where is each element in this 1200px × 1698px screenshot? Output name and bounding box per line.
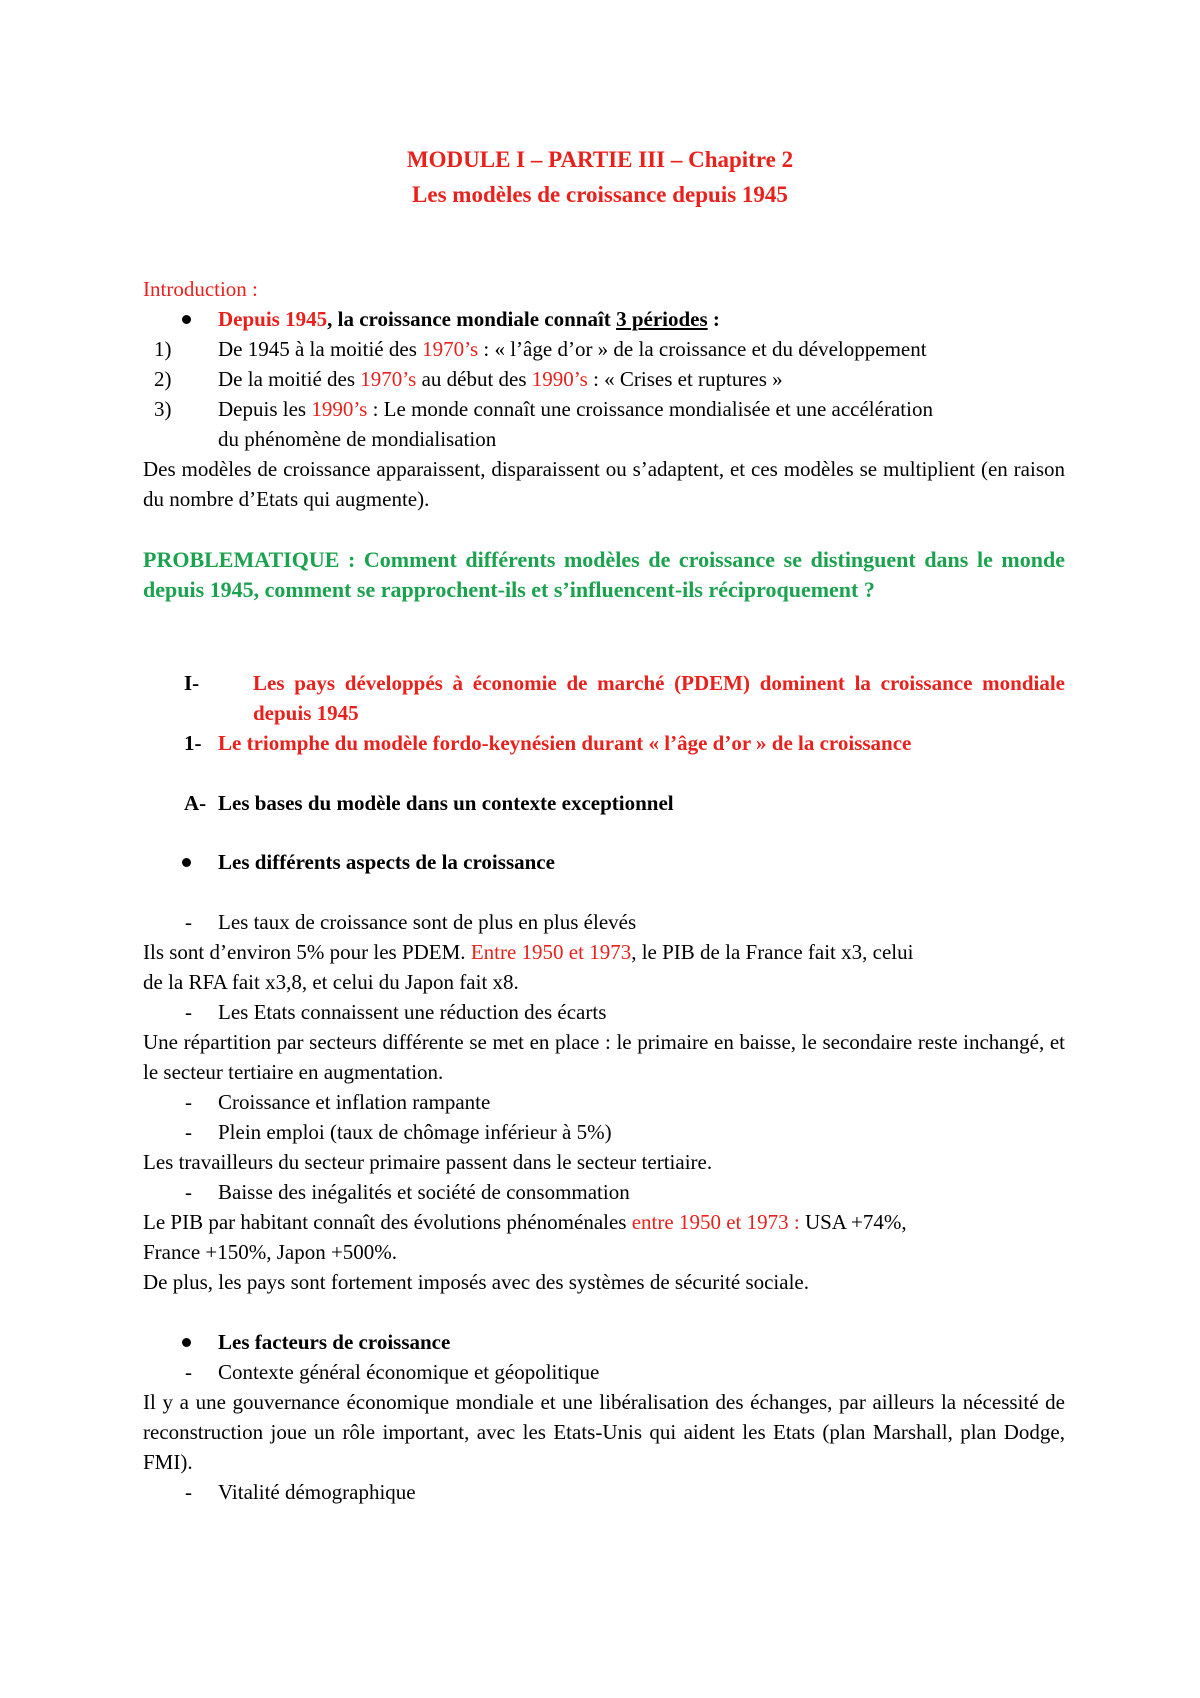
aspect-3: Croissance et inflation rampante bbox=[218, 1090, 491, 1114]
period-2: De la moitié des 1970’s au début des 1990’s : « Crises et ruptures » bbox=[218, 367, 783, 391]
aspects-heading: Les différents aspects de la croissance bbox=[218, 850, 555, 874]
factor-1: Contexte général économique et géopolitique bbox=[218, 1360, 600, 1384]
title-line-2: Les modèles de croissance depuis 1945 bbox=[412, 182, 788, 207]
factor-2: Vitalité démographique bbox=[218, 1480, 416, 1504]
dash-marker: - bbox=[185, 1480, 192, 1504]
intro-paragraph: Des modèles de croissance apparaissent, disparaissent ou s’adaptent, et ces modèles se multiplient (en raison du nombre d’Etats qui augmente). bbox=[143, 457, 1065, 511]
dash-marker: - bbox=[185, 1120, 192, 1144]
dash-marker: - bbox=[185, 1360, 192, 1384]
bullet-icon bbox=[182, 315, 191, 324]
paragraph-1: Ils sont d’environ 5% pour les PDEM. Entre 1950 et 1973, le PIB de la France fait x3, celui bbox=[143, 940, 914, 964]
list-number: 2) bbox=[154, 367, 172, 391]
intro-bullet: Depuis 1945, la croissance mondiale connaît 3 périodes : bbox=[218, 307, 720, 331]
paragraph-5: De plus, les pays sont fortement imposés avec des systèmes de sécurité sociale. bbox=[143, 1270, 809, 1294]
section-title: Les pays développés à économie de marché (PDEM) dominent la croissance mondiale depuis 1945 bbox=[253, 671, 1065, 725]
bullet-icon bbox=[182, 1338, 191, 1347]
paragraph-6: Il y a une gouvernance économique mondiale et une libéralisation des échanges, par ailleurs la nécessité de reconstruction joue un rôle important, avec les Etats-Unis qui aident les Etats (plan Marshall, plan Dodge, FMI). bbox=[143, 1390, 1065, 1474]
paragraph-1-continued: de la RFA fait x3,8, et celui du Japon fait x8. bbox=[143, 970, 519, 994]
subsection-number: 1- bbox=[184, 731, 202, 755]
problematique: PROBLEMATIQUE : Comment différents modèles de croissance se distinguent dans le monde depuis 1945, comment se rapprochent-ils et s’influencent-ils réciproquement ? bbox=[143, 547, 1065, 602]
title-line-1: MODULE I – PARTIE III – Chapitre 2 bbox=[406, 147, 794, 172]
dash-marker: - bbox=[185, 910, 192, 934]
aspect-5: Baisse des inégalités et société de consommation bbox=[218, 1180, 630, 1204]
paragraph-2: Une répartition par secteurs différente se met en place : le primaire en baisse, le secondaire reste inchangé, et le secteur tertiaire en augmentation. bbox=[143, 1030, 1065, 1084]
part-number: A- bbox=[184, 791, 207, 815]
list-number: 1) bbox=[154, 337, 172, 361]
dash-marker: - bbox=[185, 1090, 192, 1114]
list-number: 3) bbox=[154, 397, 172, 421]
part-title: Les bases du modèle dans un contexte exceptionnel bbox=[218, 791, 674, 815]
paragraph-4-continued: France +150%, Japon +500%. bbox=[143, 1240, 398, 1264]
aspect-2: Les Etats connaissent une réduction des écarts bbox=[218, 1000, 607, 1024]
period-1: De 1945 à la moitié des 1970’s : « l’âge d’or » de la croissance et du développement bbox=[218, 337, 927, 361]
aspect-1: Les taux de croissance sont de plus en plus élevés bbox=[218, 910, 637, 934]
paragraph-3: Les travailleurs du secteur primaire passent dans le secteur tertiaire. bbox=[143, 1150, 713, 1174]
factors-heading: Les facteurs de croissance bbox=[218, 1330, 451, 1354]
dash-marker: - bbox=[185, 1180, 192, 1204]
paragraph-4: Le PIB par habitant connaît des évolutions phénoménales entre 1950 et 1973 : USA +74%, bbox=[143, 1210, 907, 1234]
subsection-title: Le triomphe du modèle fordo-keynésien durant « l’âge d’or » de la croissance bbox=[218, 731, 912, 755]
aspect-4: Plein emploi (taux de chômage inférieur à 5%) bbox=[218, 1120, 612, 1144]
period-3-continued: du phénomène de mondialisation bbox=[218, 427, 497, 451]
section-number: I- bbox=[184, 671, 200, 695]
bullet-icon bbox=[182, 858, 191, 867]
dash-marker: - bbox=[185, 1000, 192, 1024]
period-3: Depuis les 1990’s : Le monde connaît une croissance mondialisée et une accélération bbox=[218, 397, 933, 421]
intro-heading: Introduction : bbox=[143, 277, 258, 301]
